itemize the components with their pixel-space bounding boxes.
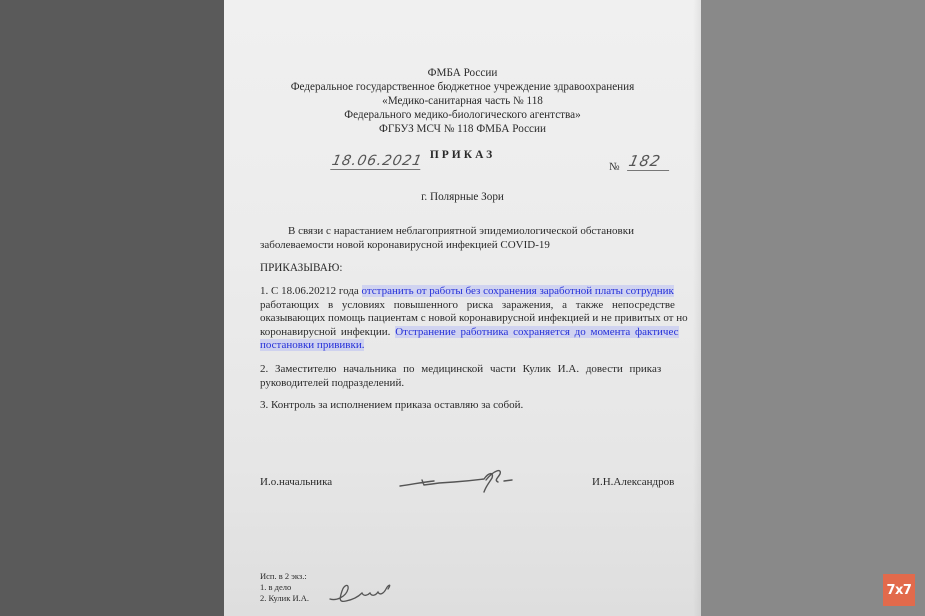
copies-line-2: 1. в дело — [260, 582, 292, 592]
order-item-1 — [260, 285, 701, 353]
document-page — [224, 0, 701, 616]
preamble-line-2: заболеваемости новой коронавирусной инфекцией COVID-19 — [260, 239, 550, 251]
header-institution-short: ФГБУЗ МСЧ № 118 ФМБА России — [378, 123, 546, 135]
signature-role: И.о.начальника — [260, 476, 333, 488]
background-right — [701, 0, 925, 616]
city: г. Полярные Зори — [421, 191, 504, 203]
item-1-line-2: работающих в условиях повышенного риска заражения, а также непосредстве — [260, 298, 675, 311]
signatory-name: И.Н.Александров — [592, 476, 675, 488]
item-1-line-5-highlight: постановки прививки. — [260, 339, 365, 352]
paper-edge-shadow — [693, 0, 701, 616]
order-item-3: 3. Контроль за исполнением приказа оставляю за собой. — [260, 399, 524, 411]
item-1-prefix: 1. С 18.06.20212 года — [260, 285, 362, 297]
watermark-logo: 7x7 — [883, 574, 915, 606]
item-1-line-4-plain: коронавирусной инфекции. — [260, 325, 396, 338]
background-left — [0, 0, 224, 616]
number-label: № — [609, 161, 620, 173]
handwritten-number: 182 — [627, 152, 673, 171]
item-1-highlight-1: отстранить от работы без сохранения заработной платы сотрудник — [361, 285, 674, 297]
order-item-2 — [260, 363, 701, 390]
copies-note — [260, 571, 309, 604]
header-agency: ФМБА России — [427, 67, 498, 79]
header-institution-agency: Федерального медико-биологического агентства» — [344, 109, 581, 121]
preamble-line-1: В связи с нарастанием неблагоприятной эпидемиологической обстановки — [288, 225, 634, 237]
header-institution-type: Федеральное государственное бюджетное учреждение здравоохранения — [290, 81, 635, 93]
copies-line-1: Исп. в 2 экз.: — [260, 571, 307, 581]
item-1-line-4-highlight: Отстранение работника сохраняется до момента фактичес — [395, 325, 679, 338]
header-institution-name: «Медико-санитарная часть № 118 — [382, 95, 543, 107]
handwritten-date: 18.06.2021 — [330, 153, 424, 169]
initials-signature-icon — [326, 575, 396, 607]
item-2-line-1: 2. Заместителю начальника по медицинской части Кулик И.А. довести приказ — [260, 363, 662, 375]
item-1-line-3: оказывающих помощь пациентам с новой коронавирусной инфекцией и не привитых от но — [260, 312, 688, 325]
item-2-line-2: руководителей подразделений. — [260, 376, 405, 389]
signature-icon — [394, 464, 524, 494]
order-word: ПРИКАЗЫВАЮ: — [260, 262, 343, 274]
copies-line-3: 2. Кулик И.А. — [260, 593, 309, 603]
document-title: ПРИКАЗ — [429, 149, 496, 161]
